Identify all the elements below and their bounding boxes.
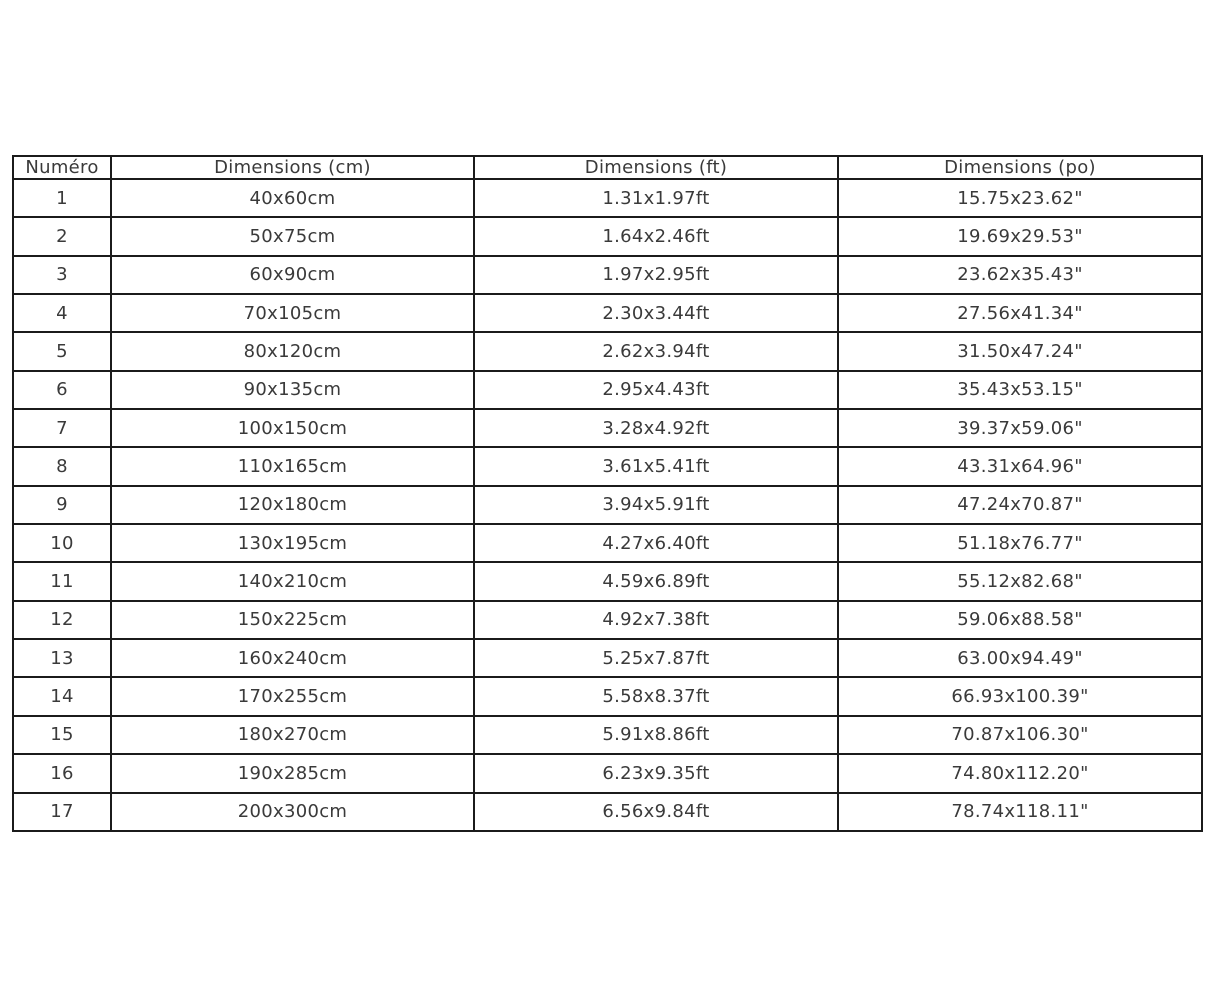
cell-dimensions-cm: 120x180cm xyxy=(111,486,474,524)
cell-dimensions-cm: 100x150cm xyxy=(111,409,474,447)
cell-dimensions-po: 66.93x100.39" xyxy=(838,677,1202,715)
cell-dimensions-ft: 5.25x7.87ft xyxy=(474,639,838,677)
cell-dimensions-cm: 90x135cm xyxy=(111,371,474,409)
cell-dimensions-ft: 3.61x5.41ft xyxy=(474,447,838,485)
column-header-dimensions-ft: Dimensions (ft) xyxy=(474,156,838,179)
cell-dimensions-cm: 200x300cm xyxy=(111,793,474,832)
cell-numero: 1 xyxy=(13,179,111,217)
cell-numero: 6 xyxy=(13,371,111,409)
cell-dimensions-po: 59.06x88.58" xyxy=(838,601,1202,639)
table-row xyxy=(13,447,1202,485)
cell-dimensions-cm: 180x270cm xyxy=(111,716,474,754)
table-row xyxy=(13,601,1202,639)
cell-numero: 3 xyxy=(13,256,111,294)
column-header-dimensions-po: Dimensions (po) xyxy=(838,156,1202,179)
cell-dimensions-cm: 170x255cm xyxy=(111,677,474,715)
table-row xyxy=(13,716,1202,754)
cell-numero: 15 xyxy=(13,716,111,754)
table-row xyxy=(13,677,1202,715)
cell-dimensions-po: 74.80x112.20" xyxy=(838,754,1202,792)
table-row xyxy=(13,179,1202,217)
table-row xyxy=(13,371,1202,409)
cell-dimensions-ft: 5.58x8.37ft xyxy=(474,677,838,715)
cell-dimensions-cm: 70x105cm xyxy=(111,294,474,332)
table-row xyxy=(13,256,1202,294)
cell-dimensions-po: 15.75x23.62" xyxy=(838,179,1202,217)
cell-dimensions-ft: 3.28x4.92ft xyxy=(474,409,838,447)
header-row xyxy=(13,156,1202,179)
cell-numero: 7 xyxy=(13,409,111,447)
cell-dimensions-cm: 130x195cm xyxy=(111,524,474,562)
cell-dimensions-ft: 2.62x3.94ft xyxy=(474,332,838,370)
table-row xyxy=(13,793,1202,832)
cell-dimensions-po: 23.62x35.43" xyxy=(838,256,1202,294)
cell-dimensions-cm: 140x210cm xyxy=(111,562,474,600)
cell-dimensions-ft: 1.31x1.97ft xyxy=(474,179,838,217)
cell-dimensions-po: 27.56x41.34" xyxy=(838,294,1202,332)
cell-numero: 16 xyxy=(13,754,111,792)
cell-dimensions-po: 39.37x59.06" xyxy=(838,409,1202,447)
cell-dimensions-cm: 160x240cm xyxy=(111,639,474,677)
table-body xyxy=(13,179,1202,831)
cell-dimensions-ft: 4.59x6.89ft xyxy=(474,562,838,600)
table-row xyxy=(13,217,1202,255)
cell-dimensions-po: 19.69x29.53" xyxy=(838,217,1202,255)
cell-dimensions-ft: 2.30x3.44ft xyxy=(474,294,838,332)
cell-numero: 4 xyxy=(13,294,111,332)
table-row xyxy=(13,639,1202,677)
cell-dimensions-po: 70.87x106.30" xyxy=(838,716,1202,754)
cell-dimensions-ft: 4.92x7.38ft xyxy=(474,601,838,639)
cell-dimensions-ft: 2.95x4.43ft xyxy=(474,371,838,409)
table-row xyxy=(13,562,1202,600)
cell-dimensions-cm: 190x285cm xyxy=(111,754,474,792)
column-header-numero: Numéro xyxy=(13,156,111,179)
cell-dimensions-ft: 1.64x2.46ft xyxy=(474,217,838,255)
cell-dimensions-po: 43.31x64.96" xyxy=(838,447,1202,485)
cell-numero: 17 xyxy=(13,793,111,832)
cell-dimensions-cm: 80x120cm xyxy=(111,332,474,370)
cell-dimensions-cm: 110x165cm xyxy=(111,447,474,485)
cell-dimensions-cm: 150x225cm xyxy=(111,601,474,639)
cell-dimensions-po: 31.50x47.24" xyxy=(838,332,1202,370)
cell-dimensions-cm: 50x75cm xyxy=(111,217,474,255)
column-header-dimensions-cm: Dimensions (cm) xyxy=(111,156,474,179)
cell-dimensions-po: 78.74x118.11" xyxy=(838,793,1202,832)
table-row xyxy=(13,294,1202,332)
table-row xyxy=(13,486,1202,524)
cell-numero: 5 xyxy=(13,332,111,370)
cell-numero: 2 xyxy=(13,217,111,255)
cell-dimensions-po: 35.43x53.15" xyxy=(838,371,1202,409)
cell-numero: 11 xyxy=(13,562,111,600)
table-row xyxy=(13,409,1202,447)
cell-dimensions-ft: 1.97x2.95ft xyxy=(474,256,838,294)
cell-dimensions-ft: 3.94x5.91ft xyxy=(474,486,838,524)
cell-numero: 10 xyxy=(13,524,111,562)
cell-dimensions-po: 55.12x82.68" xyxy=(838,562,1202,600)
cell-numero: 13 xyxy=(13,639,111,677)
cell-numero: 12 xyxy=(13,601,111,639)
cell-dimensions-po: 47.24x70.87" xyxy=(838,486,1202,524)
cell-dimensions-cm: 60x90cm xyxy=(111,256,474,294)
cell-dimensions-ft: 5.91x8.86ft xyxy=(474,716,838,754)
dimensions-conversion-table xyxy=(12,155,1203,832)
cell-dimensions-po: 51.18x76.77" xyxy=(838,524,1202,562)
table-row xyxy=(13,332,1202,370)
table-row xyxy=(13,524,1202,562)
cell-dimensions-po: 63.00x94.49" xyxy=(838,639,1202,677)
cell-dimensions-ft: 4.27x6.40ft xyxy=(474,524,838,562)
cell-dimensions-cm: 40x60cm xyxy=(111,179,474,217)
cell-numero: 14 xyxy=(13,677,111,715)
cell-dimensions-ft: 6.23x9.35ft xyxy=(474,754,838,792)
cell-numero: 8 xyxy=(13,447,111,485)
table-row xyxy=(13,754,1202,792)
cell-numero: 9 xyxy=(13,486,111,524)
cell-dimensions-ft: 6.56x9.84ft xyxy=(474,793,838,832)
